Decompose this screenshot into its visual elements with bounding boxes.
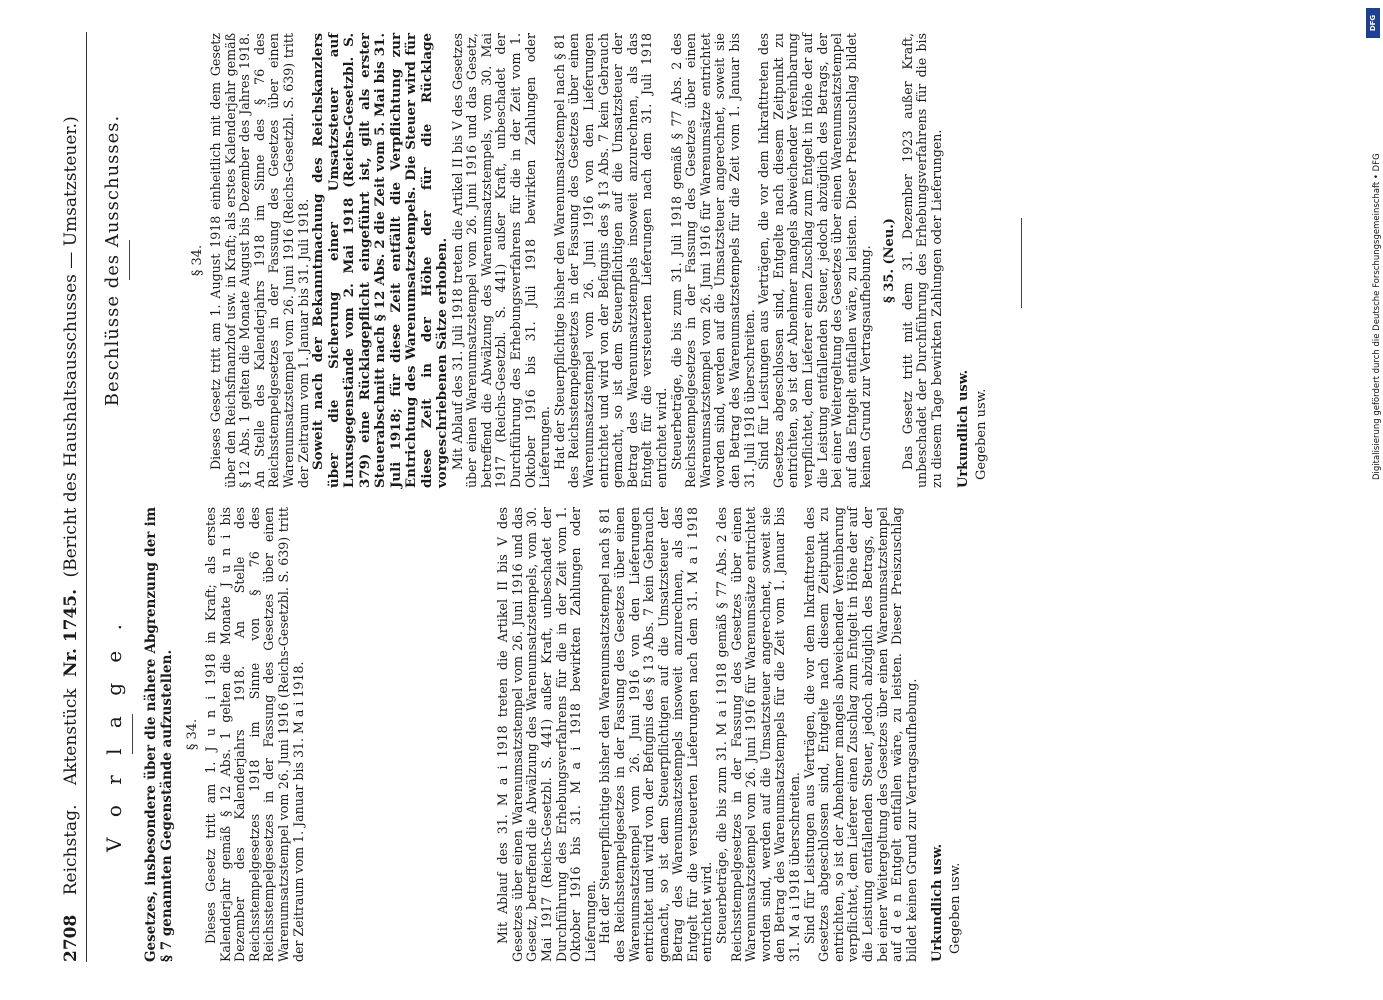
closing-formula: Gegeben usw. (948, 862, 964, 954)
section-heading: § 34. (190, 244, 205, 277)
page-number: 2708 (61, 914, 81, 962)
paragraph: Das Gesetz tritt mit dem 31. Dezember 1923 außer Kraft, unbeschadet der Durchführung des Erhebungsverfahrens für die bis zu diesem Tage bewirkten Zahlungen oder Lieferungen. (899, 33, 945, 488)
closing-formula: Urkundlich usw. (955, 369, 971, 488)
paragraph: Steuerbeträge, die bis zum 31. M a i 1918 gemäß § 77 Abs. 2 des Reichsstempelgesetzes in der Fassung des Gesetzes über einen Warenumsatzstempel vom 26. Juni 1916 für Warenumsätze entrichtet worden sind, werden auf die Umsatzsteuer angerechnet, soweit sie den Betrag des Warenumsatzstempels für die Zeit vom 1. Januar bis 31. M a i 1918 überschreiten. (714, 507, 803, 962)
intro-paragraph: Gesetzes, insbesondere über die nähere Abgrenzung der im § 7 genannten Gegenstände aufzustellen. (143, 507, 175, 962)
closing-formula: Urkundlich usw. (930, 843, 946, 962)
dfg-logo (1366, 8, 1380, 38)
paragraph: Sind für Leistungen aus Verträgen, die vor dem Inkrafttreten des Gesetzes abgeschlossen sind, Entgelte nach diesem Zeitpunkt zu entrichten, so ist der Abnehmer mangels abweichender Vereinbarung verpflichtet, dem Lieferer einen Zuschlag zum Entgelt in Höhe der auf die Leistung entfallenden Steuer, jedoch abzüglich des Betrags, der bei einer Weitergeltung des Gesetzes über einen Warenumsatzstempel auf das Entgelt entfallen wäre, zu leisten. Dieser Preiszuschlag bildet keinen Grund zur Vertragsaufhebung. (756, 33, 874, 488)
paragraph: Sind für Leistungen aus Verträgen, die vor dem Inkrafttreten des Gesetzes abgeschlossen sind, Entgelte nach diesem Zeitpunkt zu entrichten, so ist der Abnehmer mangels abweichender Vereinbarung verpflichtet, dem Lieferer einen Zuschlag zum Entgelt in Höhe der auf die Leistung entfallenden Steuer, jedoch abzüglich des Betrags, der bei einer Weitergeltung des Gesetzes über einen Warenumsatzstempel auf d e n Entgelt entfallen wäre, zu leisten. Dieser Preiszuschlag bildet keinen Grund zur Vertragsaufhebung. (801, 507, 919, 962)
column-beschluesse (96, 33, 1022, 488)
paragraph: Dieses Gesetz tritt am 1. August 1918 einheitlich mit dem Gesetz über den Reichsfinanzhof usw. in Kraft; als erstes Kalenderjahr gemäß § 12 Abs. 1 gelten die Monate August bis Dezember des Jahres 1918. An Stelle des Kalenderjahrs 1918 im Sinne des § 76 des Reichsstempelgesetzes in der Fassung des Gesetzes über einen Warenumsatzstempel vom 26. Juni 1916 (Reichs-Gesetzbl. S. 639) tritt der Zeitraum vom 1. Januar bis 31. Juli 1918. (208, 33, 311, 488)
end-rule (1021, 218, 1022, 308)
signature-block (929, 507, 965, 962)
header-doc-prefix: Aktenstück (61, 688, 81, 786)
header-doc-number: Nr. 1745. (61, 588, 81, 677)
signature-block (955, 33, 991, 488)
header-source: Reichstag. (61, 804, 81, 896)
title-rule (129, 241, 130, 281)
header-rule (86, 32, 87, 962)
column-gap (306, 507, 496, 962)
section-heading: § 34. (185, 718, 200, 751)
page-header (58, 32, 84, 962)
section-heading: § 35. (Neu.) (881, 218, 897, 303)
paragraph: Hat der Steuerpflichtige bisher den Warenumsatzstempel nach § 81 des Reichsstempelgesetzes in der Fassung des Gesetzes über einen Warenumsatzstempel vom 26. Juni 1916 von den Lieferungen entrichtet und wird von der Befugnis des § 13 Abs. 7 kein Gebrauch gemacht, so ist dem Steuerpflichtigen auf die Umsatzsteuer der Betrag des Warenumsatzstempels insoweit anzurechnen, als das Entgelt für die versteuerten Lieferungen nach dem 31. Juli 1918 entrichtet wird. (551, 33, 669, 488)
digitization-note: Digitalisierung gefördert durch die Deutsche Forschungsgemeinschaft • DFG (1372, 153, 1382, 480)
paragraph: Hat der Steuerpflichtige bisher den Warenumsatzstempel nach § 81 des Reichsstempelgesetzes in der Fassung des Gesetzes über einen Warenumsatzstempel vom 26. Juni 1916 von den Lieferungen entrichtet und wird von der Befugnis des § 13 Abs. 7 kein Gebrauch gemacht, so ist dem Steuerpflichtigen auf die Umsatzsteuer der Betrag des Warenumsatzstempels insoweit anzurechnen, als das Entgelt für die versteuerten Lieferungen nach dem 31. M a i 1918 entrichtet wird. (597, 507, 715, 962)
paragraph: Mit Ablauf des 31. M a i 1918 treten die Artikel II bis V des Gesetzes über einen Warenumsatzstempel vom 26. Juni 1916 und das Gesetz, betreffend die Abwälzung des Warenumsatzstempels, vom 30. Mai 1917 (Reichs-Gesetzbl. S. 441) außer Kraft, unbeschadet der Durchführung des Erhebungsverfahrens für die in der Zeit vom 1. Oktober 1916 bis 31. M a i 1918 bewirkten Zahlungen oder Lieferungen. (495, 507, 598, 962)
column-vorlage (96, 507, 965, 962)
header-subject: (Bericht des Haushaltsausschusses — Umsatzsteuer.) (61, 116, 81, 578)
dfg-logo-text: DFG (1369, 14, 1377, 32)
column-title-beschluesse: Beschlüsse des Ausschusses. (102, 114, 123, 407)
paragraph: Dieses Gesetz tritt am 1. J u n i 1918 in Kraft; als erstes Kalenderjahr gemäß § 12 Abs. 1 gelten die Monate J u n i bis Dezember des Kalenderjahrs 1918. An Stelle des Reichsstempelgesetzes 1918 im Sinne von § 76 des Reichsstempelgesetzes in der Fassung des Gesetzes über einen Warenumsatzstempel vom 26. Juni 1916 (Reichs-Gesetzbl. S. 639) tritt der Zeitraum vom 1. Januar bis 31. M a i 1918. (203, 507, 306, 962)
title-rule (132, 715, 133, 755)
paragraph: Mit Ablauf des 31. Juli 1918 treten die Artikel II bis V des Gesetzes über einen Warenumsatzstempel vom 26. Juni 1916 und das Gesetz, betreffend die Abwälzung des Warenumsatzstempels, vom 30. Mai 1917 (Reichs-Gesetzbl. S. 441) außer Kraft, unbeschadet der Durchführung des Erhebungsverfahrens für die in der Zeit vom 1. Oktober 1916 bis 31. Juli 1918 bewirkten Zahlungen oder Lieferungen. (449, 33, 553, 488)
paragraph-bold: Soweit nach der Bekanntmachung des Reichskanzlers über die Sicherung einer Umsatzsteuer auf Luxusgegenstände vom 2. Mai 1918 (Reichs-Gesetzbl. S. 379) eine Rücklagepflicht eingeführt ist, gilt als erster Steuerabschnitt nach § 12 Abs. 2 die Zeit vom 5. Mai bis 31. Juli 1918; für diese Zeit entfällt die Verpflichtung zur Entrichtung des Warenumsatzstempels. Die Steuer wird für diese Zeit in der Höhe der für die Rücklage vorgeschriebenen Sätze erhoben. (310, 33, 451, 488)
paragraph: Steuerbeträge, die bis zum 31. Juli 1918 gemäß § 77 Abs. 2 des Reichsstempelgesetzes in der Fassung des Gesetzes über einen Warenumsatzstempel vom 26. Juni 1916 für Warenumsätze entrichtet worden sind, werden auf die Umsatzsteuer angerechnet, soweit sie den Betrag des Warenumsatzstempels für die Zeit vom 1. Januar bis 31. Juli 1918 überschreiten. (668, 33, 757, 488)
closing-formula: Gegeben usw. (973, 388, 989, 480)
column-title-vorlage: V o r l a g e . (102, 617, 126, 852)
